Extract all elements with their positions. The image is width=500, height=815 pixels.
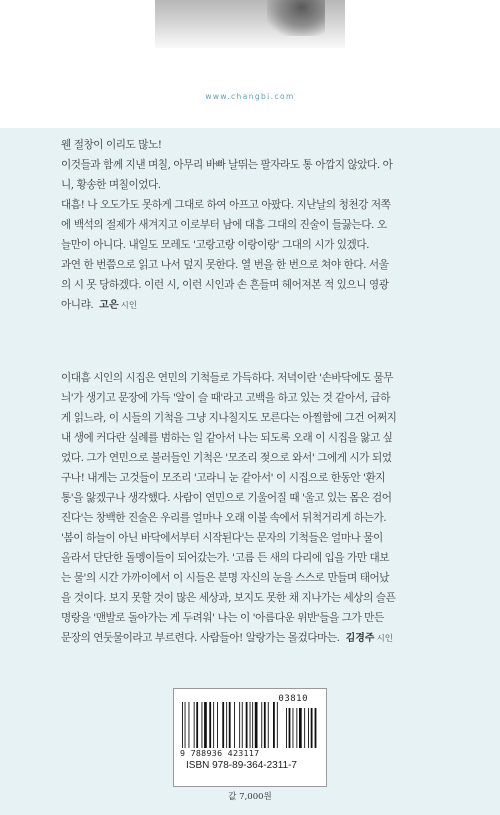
blurb-line: 게 읽느라, 이 시들의 기척을 그냥 지나칠지도 모른다는 아찔함에 그건 어쩌지 [61,412,397,424]
blurb-line: 었다. 그가 연민으로 불러들인 기척은 '모조리 젖으로 와서' 그에게 시가 되었 [61,452,392,464]
isbn-number: ISBN 978-89-364-2311-7 [186,760,297,771]
blurb-line: 구나! 내게는 고것들이 모조리 '고라니 눈 같아서' 이 시집으로 한동안 '환지 [61,472,386,484]
blurb-line: 올라서 단단한 돌멩이들이 되어갔는가. '고름 든 새의 다리에 입을 가만 대보 [61,552,390,564]
blurb-line: 니, 황송한 며칠이었다. [61,179,161,191]
blurb-line: 웬 절창이 이리도 많노! [61,139,162,151]
blurb-line: 내 생에 커다란 실례를 범하는 일 같아서 나는 되도록 오래 이 시집을 앓고 싶 [61,432,393,444]
blurb-last-line [61,628,441,648]
blurb-line: 늬'가 생기고 문장에 가득 '알이 슬 때'라고 고백을 하고 있는 것 같아서, 급하 [61,392,391,404]
barcode-ean-digits: 9 788936 423117 [180,748,260,758]
price-label: 값 7,000원 [228,792,272,802]
blurb-line: 에 백석의 절제가 새겨지고 이로부터 남에 대흠 그대의 진술이 들끓는다. 오 [61,219,387,231]
publisher-url: www.changbi.com [205,92,295,101]
author-name: 김경주 [345,633,375,644]
author-role: 시인 [376,634,394,644]
blurb-line: 대흠! 나 오도가도 못하게 그대로 하여 아프고 아팠다. 지난날의 청천강 저쪽 [61,199,391,211]
isbn-barcode-box [173,688,327,787]
blurb-line: 이대흠 시인의 시집은 연민의 기척들로 가득하다. 저녁이란 '손바닥에도 물무 [61,372,394,384]
blurb-line: 과연 한 번쯤으로 읽고 나서 덮지 못한다. 열 번을 한 번으로 쳐야 한다. 서울 [61,259,389,271]
barcode-bars [182,702,318,748]
author-role: 시인 [120,301,138,311]
author-photo [155,0,345,48]
blurb-line: 이것들과 함께 지낸 며칠, 아무리 바빠 날뛰는 팔자라도 통 아깝지 않았다. 아 [61,159,393,171]
blurb-line: 의 시 못 당하겠다. 이런 시, 이런 시인과 손 흔들며 헤어져본 적 있으니 영광 [61,279,389,291]
blurb-line: 는 물'의 시간 가까이에서 이 시들은 분명 자신의 눈을 스스로 만들며 태어났 [61,572,390,584]
blurb-line: 을 것이다. 보지 못할 것이 많은 세상과, 보지도 못한 채 지나가는 세상의 슬픈 [61,592,396,604]
blurb-ko-un [61,135,441,315]
blurb-line: 진다'는 창백한 진술은 우리를 얼마나 오래 이불 속에서 뒤척거리게 하는가. [61,512,387,524]
cover-top-band [0,0,500,128]
blurb-line: 명랑을 '맨발로 돌아가는 게 두려워' 나는 이 '아름다운 위반'들을 그가 만든 [61,612,384,624]
author-name: 고은 [99,300,119,311]
blurb-line: 아니랴. [61,299,94,311]
blurb-line: 통'을 앓겠구나 생각했다. 사람이 연민으로 기울어질 때 '울고 있는 몸은 검어 [61,492,392,504]
blurb-kim-kyung-ju [61,368,441,648]
blurb-line: 늘만이 아니다. 내일도 모레도 '고랑고랑 이랑이랑' 그대의 시가 있겠다. [61,239,370,251]
blurb-last-line [61,295,441,315]
barcode-addon-digits: 03810 [278,694,308,704]
blurb-line: '봄이 하늘이 아닌 바닥에서부터 시작된다'는 문자의 기척들은 얼마나 물이 [61,532,383,544]
blurb-line: 문장의 연둣물이라고 부르련다. 사람들아! 알랑가는 몰겄다마는. [61,632,340,644]
